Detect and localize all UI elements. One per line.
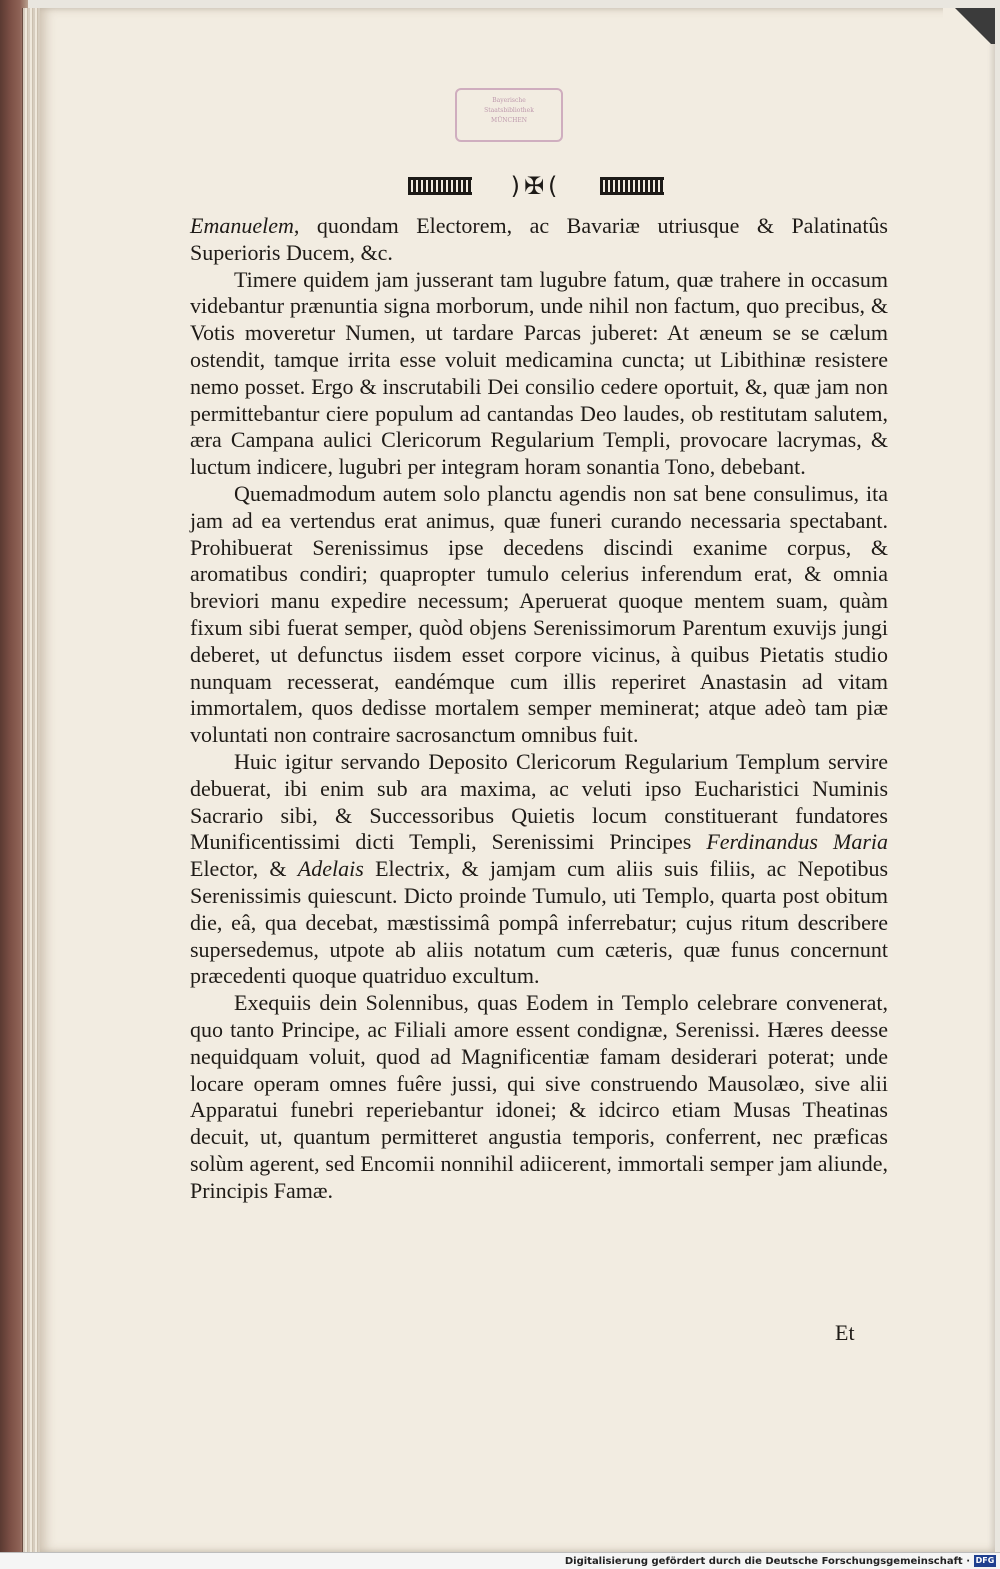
ornament-cross-icon: )✠( bbox=[510, 172, 562, 200]
paragraph-3: Quemadmodum autem solo planctu agendis non sat bene consulimus, ita jam ad ea vertendus erat animus, quæ funeri curando necessaria spectabant. Prohibuerat Serenissimus ipse decedens discindi exanime corpus, & aromatibus condiri; quapropter tumulo celerius inferendum erat, & omnia breviori manu expedire necessum; Aperuerat quoque mentem suam, quàm fixum sibi fuerat semper, quòd objens Serenissimorum Parentum exuvijs jungi deberet, ut defunctus iisdem esset corpore vicinus, à quibus Pietatis studio nunquam recesserat, eandémque cum illis reperiret Anastasin ad vitam immortalem, quos dedisse mortalem semper meminerat; atque adeò tam piæ voluntati non contraire sacrosanctum omnibus fuit. bbox=[190, 480, 888, 748]
paragraph-1: Emanuelem, quondam Electorem, ac Bavariæ utriusque & Palatinatûs Superioris Ducem, &c. bbox=[190, 213, 888, 265]
ornament-left-icon bbox=[408, 177, 472, 195]
dfg-logo: DFG bbox=[975, 1556, 995, 1565]
paragraph-4: Huic igitur servando Deposito Clericorum Regularium Templum servire debuerat, ibi enim sub ara maxima, ac veluti ipso Eucharistici Numinis Sacrario sibi, & Successoribus Quietis locum constituerant fundatores Munificentissimi dicti Templi, Serenissimi Principes Ferdinandus Maria Elector, & Adelais Electrix, & jamjam cum aliis suis filiis, ac Nepotibus Serenissimis quiescunt. Dicto proinde Tumulo, uti Templo, quarta post obitum die, eâ, qua decebat, mæstissimâ pompâ inferrebatur; cujus ritum describere supersedemus, utpote ab aliis notatum cum cæteris, quæ funus concernunt præcedenti quoque quatriduo excultum. bbox=[190, 748, 889, 989]
digitization-footer bbox=[0, 1552, 1000, 1569]
italic-name: Emanuelem bbox=[190, 213, 294, 238]
stamp-line-1: Bayerische bbox=[492, 97, 526, 104]
library-stamp bbox=[455, 88, 563, 142]
italic-name: Adelais bbox=[297, 856, 364, 882]
footer-credit: Digitalisierung gefördert durch die Deutsche Forschungsgemeinschaft · bbox=[564, 1555, 970, 1567]
paragraph-2: Timere quidem jam jusserant tam lugubre fatum, quæ trahere in occasum videbantur prænuntia signa morborum, unde nihil non factum, quo precibus, & Votis moveretur Numen, ut tardare Parcas juberet: At æneum se se cælum ostendit, tamque irrita esse voluit medicamina cuncta; ut Libithinæ resistere nemo posset. Ergo & inscrutabili Dei consilio cedere oportuit, &, quæ jam non permittebantur ciere populum ad cantandas Deo laudes, ob restitutam salutem, æra Campana aulici Clericorum Regularium Templi, provocare lacrymas, & luctum indicere, lugubri per integram horam sonantia Tono, debebant. bbox=[190, 266, 888, 480]
stamp-line-3: MÜNCHEN bbox=[491, 117, 527, 124]
header-ornament bbox=[408, 172, 664, 200]
ornament-right-icon bbox=[600, 177, 664, 195]
italic-name: Ferdinandus Maria bbox=[706, 829, 888, 855]
catchword: Et bbox=[835, 1320, 855, 1345]
paragraph-5: Exequiis dein Solennibus, quas Eodem in Templo celebrare convenerat, quo tanto Principe, ac Filiali amore essent condignæ, Serenissi. Hæres deesse nequidquam voluit, quod ad Magnificentiæ famam desiderari poterat; unde locare operam omnes fuêre jussi, qui sive construendo Mausolæo, sive alii Apparatui funebri reperiebantur idonei; & idcirco etiam Musas Theatinas decuit, ut, quantum permitteret angustia temporis, conferrent, nec præficas solùm agerent, sed Encomii nonnihil adiicerent, immortali semper jam aliunde, Principis Famæ. bbox=[190, 990, 888, 1203]
body-text bbox=[190, 213, 888, 1204]
stamp-line-2: Staatsbibliothek bbox=[484, 107, 534, 114]
page-corner-fold bbox=[943, 8, 995, 44]
